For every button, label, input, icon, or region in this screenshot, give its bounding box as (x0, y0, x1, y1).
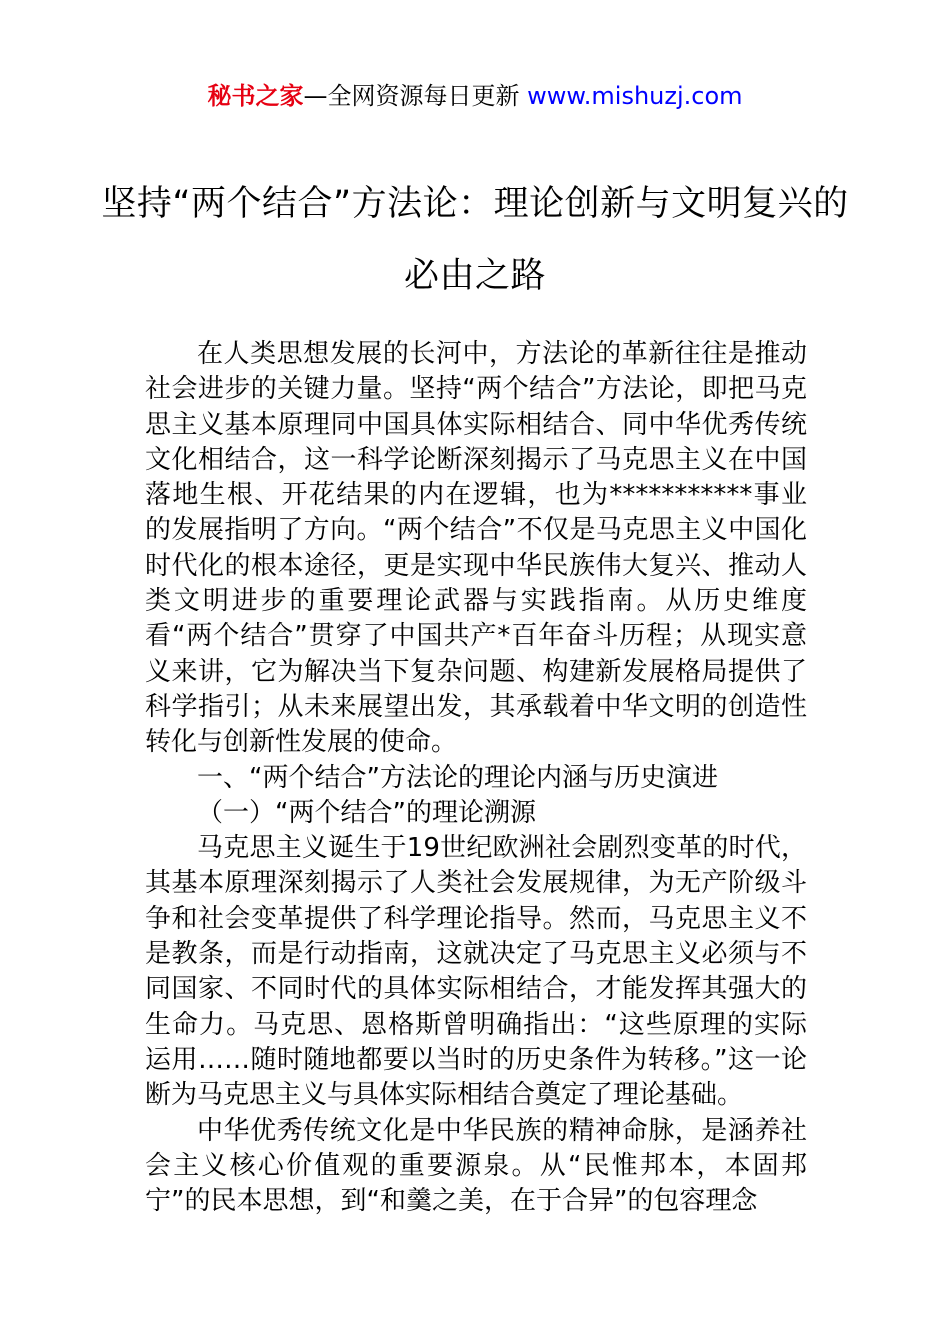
site-brand: 秘书之家 (207, 82, 304, 110)
section-heading: 一、“两个结合”方法论的理论内涵与历史演进 (197, 762, 718, 793)
document-body (145, 337, 807, 1219)
body-paragraph: 中华优秀传统文化是中华民族的精神命脉，是涵养社会主义核心价值观的重要源泉。从“民惟邦本，本固邦宁”的民本思想，到“和羹之美，在于合异”的包容理念 (145, 1115, 807, 1217)
subsection-heading: （一）“两个结合”的理论溯源 (197, 797, 536, 828)
site-header (0, 78, 950, 114)
document-title: 坚持“两个结合”方法论：理论创新与文明复兴的必由之路 (101, 184, 849, 296)
site-url-link[interactable]: www.mishuzj.com (527, 82, 743, 110)
body-paragraph: 马克思主义诞生于19世纪欧洲社会剧烈变革的时代，其基本原理深刻揭示了人类社会发展规律，为无产阶级斗争和社会变革提供了科学理论指导。然而，马克思主义不是教条，而是行动指南，这就决定了马克思主义必须与不同国家、不同时代的具体实际相结合，才能发挥其强大的生命力。马克思、恩格斯曾明确指出：“这些原理的实际运用……随时随地都要以当时的历史条件为转移。”这一论断为马克思主义与具体实际相结合奠定了理论基础。 (145, 833, 807, 1111)
site-slogan: —全网资源每日更新 (303, 82, 520, 110)
intro-paragraph: 在人类思想发展的长河中，方法论的革新往往是推动社会进步的关键力量。坚持“两个结合”方法论，即把马克思主义基本原理同中国具体实际相结合、同中华优秀传统文化相结合，这一科学论断深刻揭示了马克思主义在中国落地生根、开花结果的内在逻辑，也为***********事业的发展指明了方向。“两个结合”不仅是马克思主义中国化时代化的根本途径，更是实现中华民族伟大复兴、推动人类文明进步的重要理论武器与实践指南。从历史维度看“两个结合”贯穿了中国共产*百年奋斗历程；从现实意义来讲，它为解决当下复杂问题、构建新发展格局提供了科学指引；从未来展望出发，其承载着中华文明的创造性转化与创新性发展的使命。 (145, 339, 807, 758)
